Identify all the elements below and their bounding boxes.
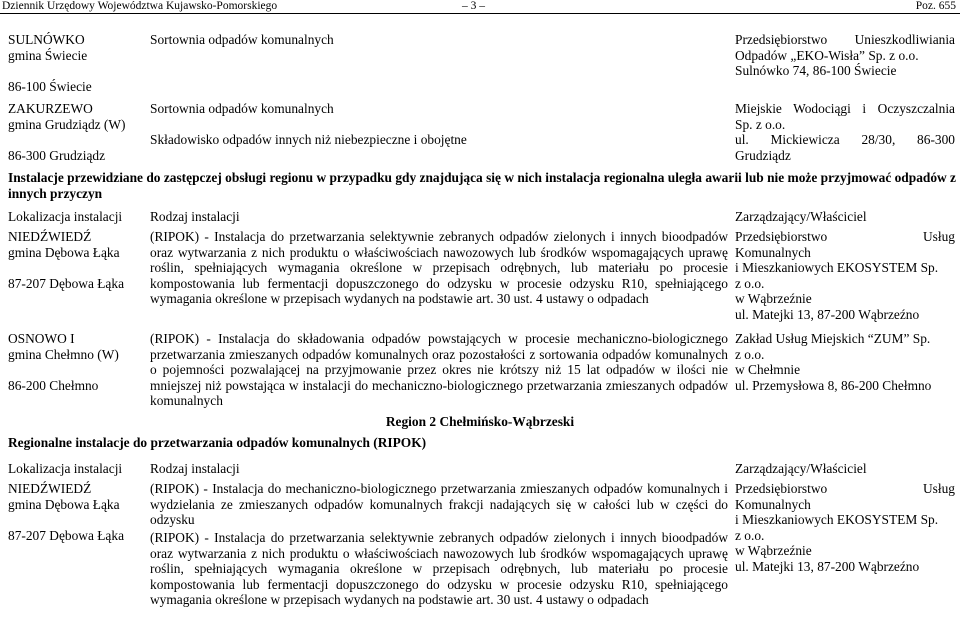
backup-row2-description: (RIPOK) - Instalacja do składowania odpadów powstających w procesie mechaniczno-biologicznego przetwarzania zmieszanych odpadów komunalnych oraz pozostałości z sortowania odpadów komunalnych o pojemności pozwalającej na przyjmowanie przez okres nie krótszy niż 15 lat odpadów w ilości nie mniejszej niż powstająca w instalacji do mechaniczno-biologicznego przetwarzania zmieszanych odpadów komunalnych — [150, 331, 728, 408]
col-header-manager-2: Zarządzający/Właściciel — [735, 461, 867, 476]
running-header — [0, 0, 960, 14]
page-number: – 3 – — [462, 0, 485, 12]
journal-title: Dziennik Urzędowy Województwa Kujawsko-Pomorskiego — [2, 0, 278, 12]
col-header-location: Lokalizacja instalacji — [8, 209, 123, 224]
backup-row2-manager: Zakład Usług Miejskich “ZUM” Sp. z o.o. w Chełmnie ul. Przemysłowa 8, 86-200 Chełmno — [735, 331, 932, 393]
section-title-backup: Instalacje przewidziane do zastępczej obsługi regionu w przypadku gdy znajdująca się w nich instalacja regionalna uległa awarii lub nie może przyjmować odpadów z innych przyczyn — [8, 170, 957, 201]
col-header-location-2: Lokalizacja instalacji — [8, 461, 123, 476]
backup-row2-location: OSNOWO I gmina Chełmno (W) 86-200 Chełmno — [8, 331, 119, 393]
top-row2-location: ZAKURZEWO gmina Grudziądz (W) 86-300 Grudziądz — [8, 101, 126, 163]
top-row1-manager: Przedsiębiorstwo Unieszkodliwiania Odpadów „EKO-Wisła” Sp. z o.o. Sulnówko 74, 86-100 Świecie — [735, 32, 955, 78]
regional-row1-description-1: (RIPOK) - Instalacja do mechaniczno-biologicznego przetwarzania zmieszanych odpadów komunalnych i wydzielania ze zmieszanych odpadów komunalnych frakcji nadających się w całości lub w części do odzysku — [150, 481, 728, 527]
top-row2-manager: Miejskie Wodociągi i Oczyszczalnia Sp. z o.o. ul. Mickiewicza 28/30, 86-300 Grudziądz — [735, 101, 955, 163]
section-title-ripok: Regionalne instalacje do przetwarzania odpadów komunalnych (RIPOK) — [8, 435, 427, 450]
col-header-type-2: Rodzaj instalacji — [150, 461, 240, 476]
col-header-manager: Zarządzający/Właściciel — [735, 209, 867, 224]
backup-row1-manager: Przedsiębiorstwo Usług Komunalnych i Mieszkaniowych EKOSYSTEM Sp. z o.o. w Wąbrzeźnie ul. Matejki 13, 87-200 Wąbrzeźno — [735, 229, 955, 322]
col-header-type: Rodzaj instalacji — [150, 209, 240, 224]
backup-row1-location: NIEDŹWIEDŹ gmina Dębowa Łąka 87-207 Dębowa Łąka — [8, 229, 125, 291]
regional-row1-location: NIEDŹWIEDŹ gmina Dębowa Łąka 87-207 Dębowa Łąka — [8, 481, 125, 543]
regional-row1-manager: Przedsiębiorstwo Usług Komunalnych i Mieszkaniowych EKOSYSTEM Sp. z o.o. w Wąbrzeźnie ul. Matejki 13, 87-200 Wąbrzeźno — [735, 481, 955, 574]
top-row1-location: SULNÓWKO gmina Świecie 86-100 Świecie — [8, 32, 92, 94]
region-title: Region 2 Chełmińsko-Wąbrzeski — [385, 414, 575, 429]
position-number: Poz. 655 — [915, 0, 956, 12]
top-row2-type-1: Sortownia odpadów komunalnych — [150, 101, 334, 116]
top-row1-type: Sortownia odpadów komunalnych — [150, 32, 334, 47]
backup-row1-description: (RIPOK) - Instalacja do przetwarzania selektywnie zebranych odpadów zielonych i innych bioodpadów oraz wytwarzania z nich produktu o właściwościach nawozowych lub środków wspomagających uprawę roślin, spełniających wymagania określone w przepisach odrębnych, lub materiału po procesie kompostowania lub fermentacji dopuszczonego do odzysku w procesie odzysku R10, spełniającego wymagania określone w przepisach wydanych na podstawie art. 30 ust. 4 ustawy o odpadach — [150, 229, 728, 306]
top-row2-type-2: Składowisko odpadów innych niż niebezpieczne i obojętne — [150, 132, 467, 147]
regional-row1-description-2: (RIPOK) - Instalacja do przetwarzania selektywnie zebranych odpadów zielonych i innych bioodpadów oraz wytwarzania z nich produktu o właściwościach nawozowych lub środków wspomagających uprawę roślin, spełniających wymagania określone w przepisach odrębnych, lub materiału po procesie kompostowania lub fermentacji dopuszczonego do odzysku w procesie odzysku R10, spełniającego wymagania określone w przepisach wydanych na podstawie art. 30 ust. 4 ustawy o odpadach — [150, 530, 728, 607]
